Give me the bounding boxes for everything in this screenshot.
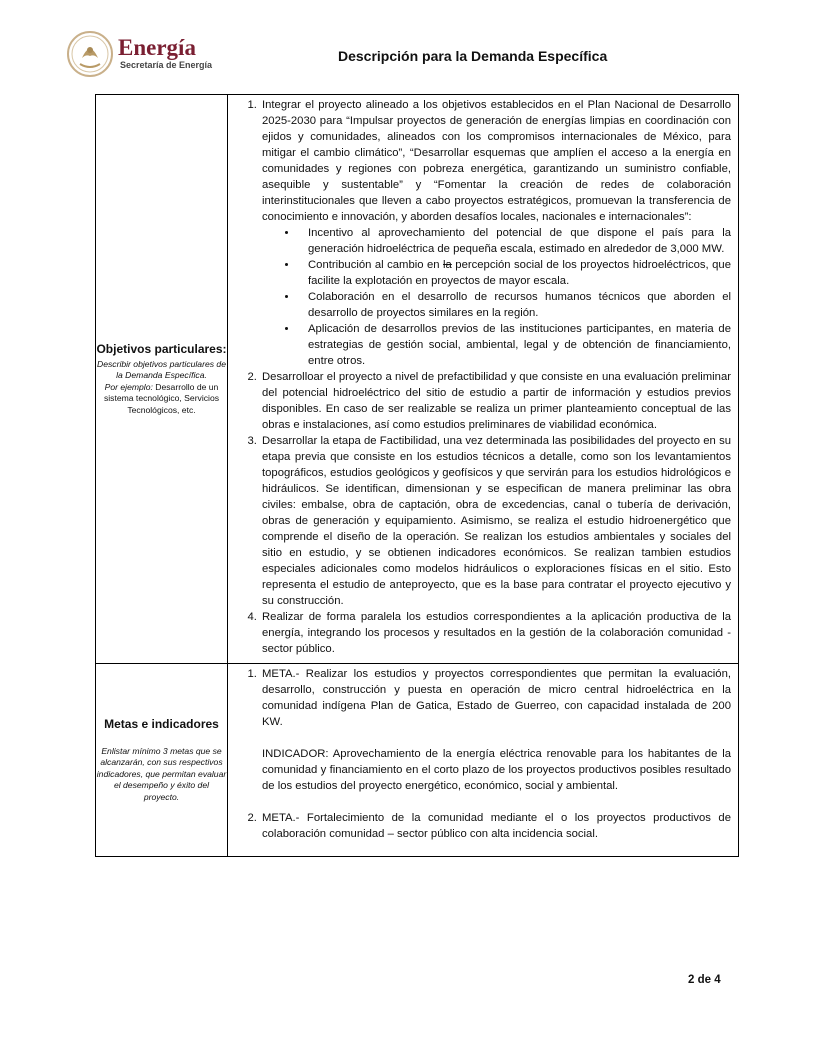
- meta-1-text: META.- Realizar los estudios y proyectos correspondientes que permitan la evaluación, desarrollo, construcción y puesta en operación de micro central hidroeléctrica en la comunidad indígena Plan de Gatica, Estado de Guerreo, con capacidad instalada de 200 KW.: [262, 668, 731, 728]
- brand-subtitle: Secretaría de Energía: [120, 60, 213, 70]
- list-item: [298, 257, 731, 289]
- demand-table: [95, 94, 739, 857]
- list-item: • Incentivo al aprovechamiento del potencial de que dispone el país para la generación hidroeléctrica de pequeña escala, estimado en alrededor de 3,000 MW.: [298, 225, 731, 257]
- list-item: [260, 666, 731, 810]
- document-title: Descripción para la Demanda Específica: [338, 48, 608, 64]
- list-item: 4. Realizar de forma paralela los estudios correspondientes a la aplicación productiva de la energía, integrando los procesos y resultados en la gestión de la colaboración comunidad - sector público.: [260, 609, 731, 657]
- list-item: 2. Desarrolloar el proyecto a nivel de prefactibilidad y que consiste en una evaluación preliminar del potencial hidroeléctrico del sitio de estudio a partir de información y estudios previos disponibles. En caso de ser realizable se realiza un primer planteamiento conceptual de las obras e instalaciones, así como estudios preliminares de viabilidad económica.: [260, 369, 731, 433]
- objetivos-hint-text: Describir objetivos particulares de la Demanda Específica.: [97, 358, 226, 381]
- objetivos-content-cell: [228, 95, 739, 664]
- objetivos-list: [234, 97, 731, 657]
- bullet-2-strikethrough: la: [443, 259, 452, 271]
- list-item: • Aplicación de desarrollos previos de las instituciones participantes, en materia de estrategias de gestión social, ambiental, legal y de obtención de financiamiento, entre otros.: [298, 321, 731, 369]
- objetivo-1-text: Integrar el proyecto alineado a los objetivos establecidos en el Plan Nacional de Desarrollo 2025-2030 para “Impulsar proyectos de generación de energías limpias en coordinación con ejidos y comunidades, alineados con los compromisos internacionales de México, para mitigar el cambio climático”, “Desarrollar esquemas que amplíen el acceso a la energía en comunidades y regiones con pobreza energética, garantizando un suministro confiable, asequible y sustentable” y “Fomentar la creación de redes de colaboración interinstitucionales que lleven a cabo proyectos estratégicos, promuevan la transferencia de conocimiento e innovación, y aborden desafíos locales, nacionales e internacionales”:: [262, 99, 731, 223]
- objetivo-1-bullets: [262, 225, 731, 369]
- objetivos-hint: [96, 359, 227, 417]
- list-item: 2. META.- Fortalecimiento de la comunidad mediante el o los proyectos productivos de colaboración comunidad – sector público con alta incidencia social.: [260, 810, 731, 842]
- objetivos-hint-example: Desarrollo de un sistema tecnológico, Servicios Tecnológicos, etc.: [103, 381, 220, 415]
- metas-hint: Enlistar mínimo 3 metas que se alcanzarán, con sus respectivos indicadores, que permitan evaluar el desempeño y éxito del proyecto.: [96, 745, 227, 802]
- objetivos-heading: Objetivos particulares:: [96, 341, 227, 356]
- list-item: • Colaboración en el desarrollo de recursos humanos técnicos que aborden el desarrollo de proyectos similares en la región.: [298, 289, 731, 321]
- objetivos-label-cell: [96, 95, 228, 664]
- metas-list: [234, 666, 731, 842]
- table-row-metas: [96, 664, 739, 857]
- brand-name: Energía: [118, 35, 196, 60]
- bullet-2-post: percepción social de los proyectos hidroeléctricos, que facilite la explotación en proyectos de mayor escala.: [308, 259, 731, 287]
- table-row-objetivos: [96, 95, 739, 664]
- metas-label-cell: [96, 664, 228, 857]
- list-item: 3. Desarrollar la etapa de Factibilidad, una vez determinada las posibilidades del proyecto en su etapa previa que consiste en los estudios técnicos a detalle, como son los levantamientos topográficos, estudios geológicos y geofísicos y que servirán para los estudios hidrológicos e hidráulicos. Se identifican, dimensionan y se especifican de manera preliminar las obra civiles: embalse, obra de captación, obra de excedencias, canal o tubería de derivación, obras de generación y equipamiento. Asimismo, se realiza el estudio hidroenergético que comprende el diseño de la operación. Se realizan los estudios ambientales y sociales del sitio en estudio, y se obtienen indicadores económicos. Se realizan tambien estudios especiales adicionales como modelos hidráulicos o exploraciones físicas en el sitio. Esto representa el estudio de anteproyecto, que es la base para contratar el proyecto ejecutivo y su construcción.: [260, 433, 731, 609]
- metas-heading: Metas e indicadores: [104, 716, 219, 731]
- metas-content-cell: [228, 664, 739, 857]
- mexico-coat-of-arms-icon: [66, 30, 114, 78]
- page-header: [66, 30, 746, 80]
- page-number: 2 de 4: [688, 974, 721, 986]
- brand-block: [118, 36, 212, 71]
- list-item: [260, 97, 731, 369]
- indicador-1-text: INDICADOR: Aprovechamiento de la energía eléctrica renovable para los habitantes de la comunidad y financiamiento en el corto plazo de los proyectos productivos posibles resultado de los estudios del proyecto energético, económico, social y ambiental.: [262, 748, 731, 792]
- bullet-2-pre: Contribución al cambio en: [308, 259, 444, 271]
- objetivos-hint-example-label: Por ejemplo:: [104, 381, 153, 392]
